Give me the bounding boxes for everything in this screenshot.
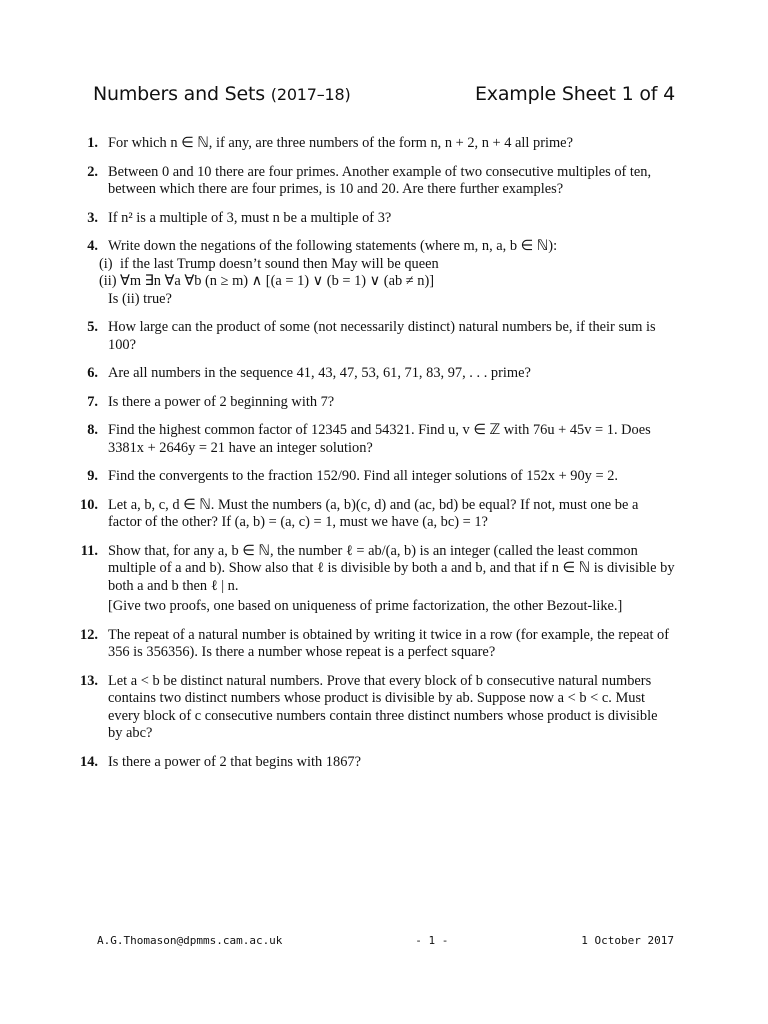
problem-number: 14. (80, 753, 98, 770)
problem-item (75, 422, 675, 457)
subitem-text: ∀m ∃n ∀a ∀b (n ≥ m) ∧ [(a = 1) ∨ (b = 1) ∨ (ab ≠ n)] (120, 273, 435, 289)
problem-note: [Give two proofs, one based on uniqueness of prime factorization, the other Bezout-like.] (108, 598, 623, 614)
sheet-date: 1 October 2017 (581, 934, 674, 947)
problem-text: Is there a power of 2 beginning with 7? (108, 393, 335, 410)
problem-text: Is there a power of 2 that begins with 1867? (108, 753, 361, 770)
problem-number: 13. (80, 672, 98, 689)
course-title-group (93, 83, 351, 105)
problem-subitem (99, 273, 675, 291)
problem-text: Find the highest common factor of 12345 and 54321. Find u, v ∈ ℤ with 76u + 45v = 1. Does 3381x + 2646y = 21 have an integer solution? (108, 422, 651, 456)
problem-text: For which n ∈ ℕ, if any, are three numbers of the form n, n + 2, n + 4 all prime? (108, 135, 573, 151)
problem-text: The repeat of a natural number is obtained by writing it twice in a row (for example, the repeat of 356 is 356356). Is there a number whose repeat is a perfect square? (108, 626, 670, 660)
problem-text: Let a < b be distinct natural numbers. Prove that every block of b consecutive natural numbers contains two distinct numbers whose product is divisible by ab. Suppose now a < b < c. Must every block of c consecutive numbers contain three distinct numbers whose product is divisible by abc? (108, 672, 658, 741)
problem-number: 6. (87, 365, 98, 381)
problem-item (75, 238, 675, 308)
subitem-label: (i) (99, 255, 113, 272)
problem-text: Are all numbers in the sequence 41, 43, 47, 53, 61, 71, 83, 97, . . . prime? (108, 365, 531, 381)
problem-item (75, 543, 675, 616)
page-number: - 1 - (415, 934, 449, 947)
problem-number: 1. (87, 135, 98, 151)
problem-item (75, 135, 675, 153)
problem-number: 2. (87, 163, 98, 180)
problem-item (75, 210, 675, 228)
problem-text: Find the convergents to the fraction 152/90. Find all integer solutions of 152x + 90y = 2. (108, 468, 618, 484)
problem-number: 3. (87, 209, 98, 226)
problem-item (75, 754, 675, 772)
problem-item (75, 497, 675, 532)
problem-item (75, 365, 675, 383)
problem-text: Between 0 and 10 there are four primes. Another example of two consecutive multiples of ten, between which there are four primes, is 10 and 20. Are there further examples? (108, 163, 652, 197)
problem-followup: Is (ii) true? (108, 290, 172, 307)
problem-number: 4. (87, 238, 98, 254)
page-footer (97, 934, 674, 947)
problem-number: 9. (87, 468, 98, 484)
author-email[interactable]: A.G.Thomason@dpmms.cam.ac.uk (97, 934, 283, 947)
problem-number: 12. (80, 626, 98, 643)
problem-number: 10. (80, 496, 98, 513)
problem-item (75, 673, 675, 743)
problem-number: 8. (87, 422, 98, 438)
problem-item (75, 394, 675, 412)
course-title: Numbers and Sets (93, 83, 265, 105)
subitem-label: (ii) (99, 273, 117, 289)
problem-text: How large can the product of some (not necessarily distinct) natural numbers be, if their sum is 100? (108, 319, 656, 353)
problem-item (75, 164, 675, 199)
problem-number: 5. (87, 319, 98, 335)
sheet-label: Example Sheet 1 of 4 (474, 83, 675, 105)
problem-number: 7. (87, 393, 98, 410)
problem-text: If n² is a multiple of 3, must n be a multiple of 3? (108, 209, 392, 226)
problem-item (75, 319, 675, 354)
page-header (93, 83, 675, 105)
problem-text: Write down the negations of the following statements (where m, n, a, b ∈ ℕ): (108, 238, 558, 254)
problem-list (75, 135, 675, 782)
course-years: (2017–18) (270, 85, 351, 104)
problem-text: Show that, for any a, b ∈ ℕ, the number ℓ = ab/(a, b) is an integer (called the least common multiple of a and b). Show also that ℓ is divisible by both a and b, and that if n ∈ ℕ is divisible by both a and b then ℓ | n. (108, 542, 675, 594)
problem-item (75, 627, 675, 662)
subitem-text: if the last Trump doesn’t sound then May will be queen (120, 255, 439, 272)
problem-text: Let a, b, c, d ∈ ℕ. Must the numbers (a, b)(c, d) and (ac, bd) be equal? If not, must one be a factor of the other? If (a, b) = (a, c) = 1, must we have (a, bc) = 1? (108, 496, 639, 530)
problem-subitem (99, 255, 675, 274)
problem-number: 11. (80, 542, 98, 559)
problem-item (75, 468, 675, 486)
